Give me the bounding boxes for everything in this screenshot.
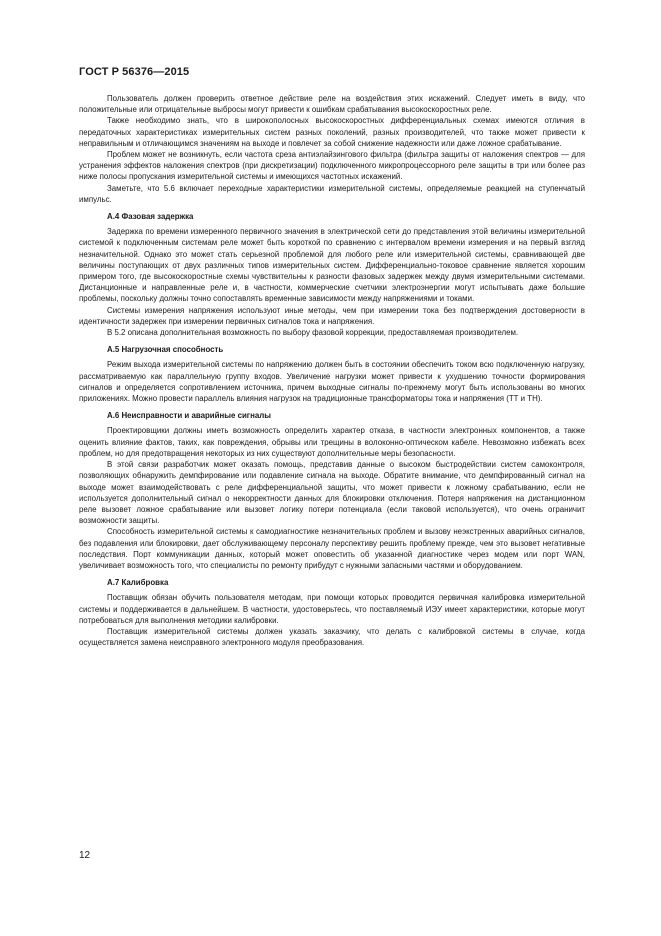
paragraph: Пользователь должен проверить ответное действие реле на воздействия этих искажений. Следует иметь в виду, что положительные или отрицательные выбросы могут привести к ошибкам срабатывания высокоскоростных реле. <box>79 94 585 115</box>
section-heading-a7: А.7 Калибровка <box>107 578 169 588</box>
paragraph: Способность измерительной системы к самодиагностике незначительных проблем и вызову неэкстренных аварийных сигналов, без подавления или блокировки, дает обслуживающему персоналу перспективу решить проблему прежде, чем это вызовет негативные последствия. Порт коммуникации данных, который может оповестить об указанной диагностике через модем или порт WAN, увеличивает возможность того, что специалисты по ремонту прибудут с нужными запасными частями и оборудованием. <box>79 527 585 570</box>
section-heading-a4: А.4 Фазовая задержка <box>107 212 194 222</box>
document-header: ГОСТ Р 56376—2015 <box>79 66 190 78</box>
paragraph: Задержка по времени измеренного первичного значения в электрической сети до представления этой величины измерительной системой к подключенным системам реле может быть короткой по сравнению с интервалом времени измерения и на первый взгляд незначительной. Однако это может стать серьезной проблемой для любого реле или измерительной системы, сравнивающей две величины поступающих от двух различных типов измерительных систем. Дифференциально-токовое сравнение является хорошим примером того, где высокоскоростные схемы чувствительны к разности фазовых задержек между двумя измерительными системами. Дистанционные и направленные реле и, в частности, коммерческие счетчики электроэнергии могут испытывать даже большие проблемы, поскольку должны точно сопоставлять временные зависимости между напряжениями и токами. <box>79 227 585 304</box>
paragraph: Заметьте, что 5.6 включает переходные характеристики измерительной системы, определяемые реакцией на ступенчатый импульс. <box>79 183 585 204</box>
paragraph: Поставщик измерительной системы должен указать заказчику, что делать с калибровкой системы в случае, когда осуществляется замена неисправного электронного модуля преобразования. <box>79 626 585 648</box>
paragraph: Также необходимо знать, что в широкополосных высокоскоростных дифференциальных схемах имеются отличия в передаточных характеристиках измерительных систем разных поколений, разных производителей, что также может привести к неправильным и отличающимся значениям на выходе и повлечет за собой снижение надежности или даже ложное срабатывание. <box>79 116 585 148</box>
document-body <box>79 93 585 648</box>
section-heading-a6: А.6 Неисправности и аварийные сигналы <box>107 411 272 421</box>
page-number: 12 <box>79 850 91 861</box>
paragraph: Режим выхода измерительной системы по напряжению должен быть в состоянии обеспечить током всю подключенную нагрузку, рассматриваемую как параллельную группу входов. Увеличение нагрузки может привести к ухудшению точности формирования сигналов и определяется сопротивлением источника, причем выходные сигналы по-прежнему могут быть использованы во многих приложениях. Можно провести параллель влияния нагрузок на традиционные трансформаторы тока и напряжения (ТТ и ТН). <box>79 360 585 404</box>
paragraph: В этой связи разработчик может оказать помощь, представив данные о высоком быстродействии систем самоконтроля, позволяющих обнаружить демпфирование или подавление сигнала на выходе. Обратите внимание, что демпфированный сигнал на выходе может взаимодействовать с реле дифференциальной защиты, что может привести к ложному срабатыванию, если не используется дополнительный сигнал о некорректности данных для блокировки отключения. Потеря напряжения на дистанционном реле вызовет ложное срабатывание или вызовет логику потери потенциала (если таковой используется), что очень ограничит возможности защиты. <box>79 460 585 526</box>
paragraph: Поставщик обязан обучить пользователя методам, при помощи которых проводится первичная калибровка измерительной системы и поддерживается в дальнейшем. В частности, удостоверьтесь, что поставляемый ИЭУ имеет характеристики, которые могут потребоваться для выполнения методики калибровки. <box>79 593 585 625</box>
paragraph: Проблем может не возникнуть, если частота среза антиэлайзингового фильтра (фильтра защиты от наложения спектров — для устранения эффектов наложения спектров (при дискретизации) подключенного микропроцессорного реле защиты в три или более раз ниже полосы пропускания измерительной системы и имеющихся частотных искажений. <box>79 150 585 182</box>
section-heading-a5: А.5 Нагрузочная способность <box>107 345 224 355</box>
paragraph: Проектировщики должны иметь возможность определить характер отказа, в частности электронных компонентов, а также оценить влияние фактов, таких, как повреждения, обрывы или трещины в волоконно-оптическом кабеле. Невозможно избежать всех проблем, но для предотвращения некоторых из них существуют дополнительные меры безопасности. <box>79 426 585 458</box>
paragraph: В 5.2 описана дополнительная возможность по выбору фазовой коррекции, предоставляемая производителем. <box>107 328 519 338</box>
paragraph: Системы измерения напряжения используют иные методы, чем при измерении тока без подтверждения достоверности в идентичности задержек при измерении первичных сигналов тока и напряжения. <box>79 305 585 326</box>
